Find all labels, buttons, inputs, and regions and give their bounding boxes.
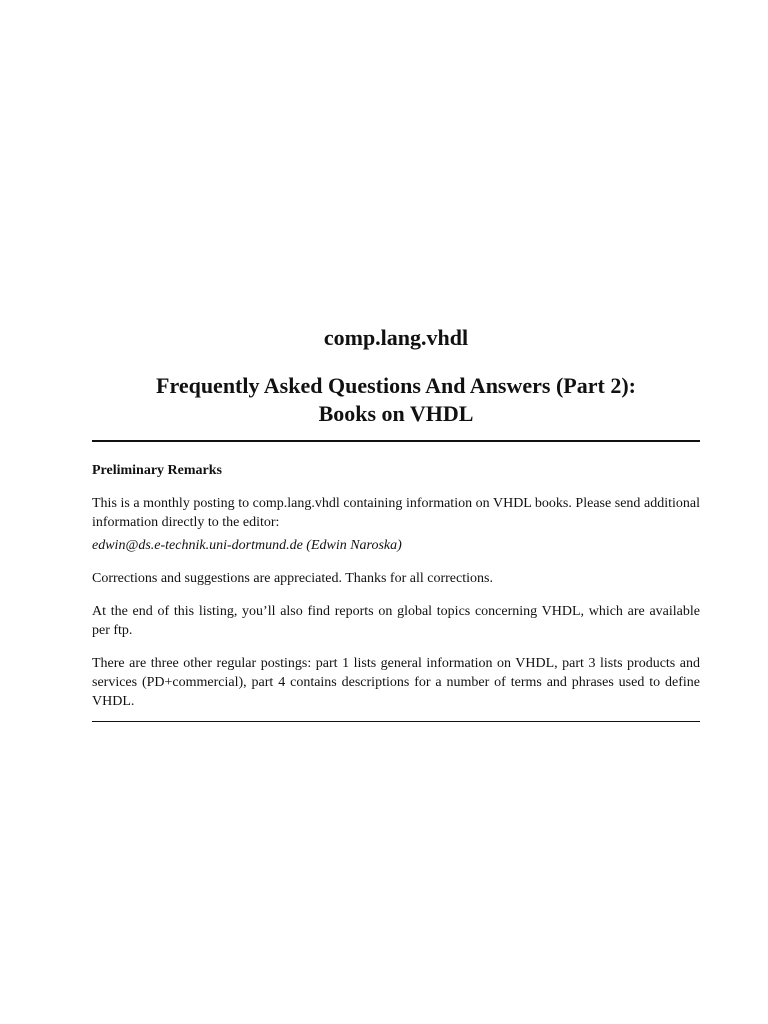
corrections-paragraph: Corrections and suggestions are appreciated. Thanks for all corrections.	[92, 571, 493, 586]
document-title-line-2: Books on VHDL	[318, 401, 474, 426]
document-title	[92, 372, 700, 428]
document-page	[92, 322, 700, 722]
top-divider	[92, 440, 700, 442]
intro-paragraph: This is a monthly posting to comp.lang.vhdl containing information on VHDL books. Please send additional information directly to the editor:	[92, 496, 700, 530]
other-postings-paragraph: There are three other regular postings: part 1 lists general information on VHDL, part 3 lists products and services (PD+commercial), part 4 contains descriptions for a number of terms and phrases used to define VHDL.	[92, 656, 700, 709]
reports-paragraph: At the end of this listing, you’ll also find reports on global topics concerning VHDL, which are available per ftp.	[92, 604, 700, 638]
newsgroup-title: comp.lang.vhdl	[323, 325, 469, 350]
bottom-divider	[92, 721, 700, 722]
document-title-line-1: Frequently Asked Questions And Answers (Part 2):	[156, 373, 636, 398]
section-heading-preliminary-remarks: Preliminary Remarks	[92, 463, 222, 478]
editor-contact: edwin@ds.e-technik.uni-dortmund.de (Edwin Naroska)	[92, 538, 402, 553]
